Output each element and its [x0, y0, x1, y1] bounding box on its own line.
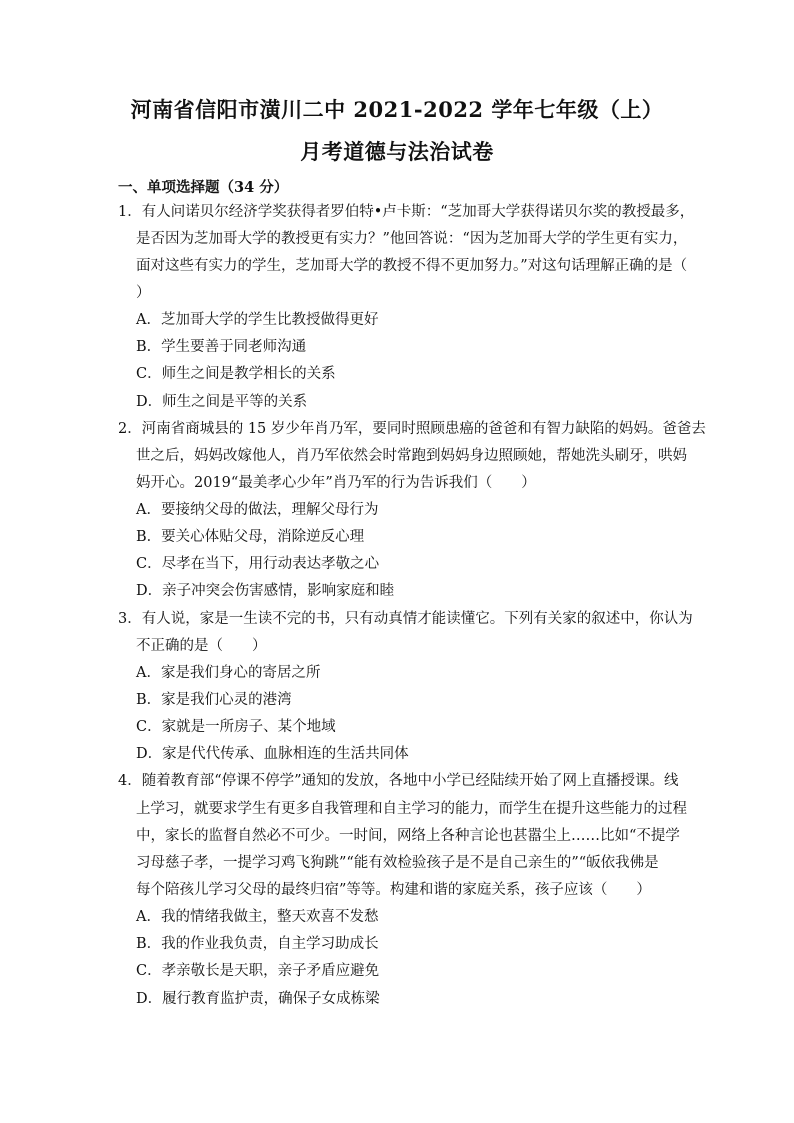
- question-4-line-5: 每个陪孩儿学习父母的最终归宿”等等。构建和谐的家庭关系，孩子应该（ ）: [136, 882, 651, 898]
- question-3-line-1: 3．有人说，家是一生读不完的书，只有动真情才能读懂它。下列有关家的叙述中，你认为: [118, 611, 693, 627]
- question-2-option-c: C．尽孝在当下，用行动表达孝敬之心: [136, 556, 380, 572]
- question-2-option-d: D．亲子冲突会伤害感情，影响家庭和睦: [136, 583, 395, 599]
- question-3-option-d: D．家是代代传承、血脉相连的生活共同体: [136, 746, 409, 762]
- exam-title-line2: 月考道德与法治试卷: [300, 139, 494, 164]
- question-4-line-2: 上学习，就要求学生有更多自我管理和自主学习的能力，而学生在提升这些能力的过程: [136, 801, 687, 817]
- section-heading: 一、单项选择题（34 分）: [118, 179, 289, 196]
- question-3-option-a: A．家是我们身心的寄居之所: [136, 665, 321, 681]
- question-4-option-b: B．我的作业我负责，自主学习助成长: [136, 936, 379, 952]
- question-4-line-4: 习母慈子孝，一提学习鸡飞狗跳”“能有效检验孩子是不是自己亲生的”“皈依我佛是: [136, 855, 659, 871]
- question-1-option-a: A．芝加哥大学的学生比教授做得更好: [136, 312, 379, 328]
- question-2-option-a: A．要接纳父母的做法，理解父母行为: [136, 502, 379, 518]
- question-2-line-2: 世之后，妈妈改嫁他人，肖乃军依然会时常跑到妈妈身边照顾她，帮她洗头刷牙，哄妈: [136, 448, 687, 464]
- question-4-option-c: C．孝亲敬长是天职，亲子矛盾应避免: [136, 963, 380, 979]
- question-2-line-1: 2．河南省商城县的 15 岁少年肖乃军，要同时照顾患癌的爸爸和有智力缺陷的妈妈。爸爸去: [118, 421, 706, 437]
- question-1-line-2: 是否因为芝加哥大学的教授更有实力？”他回答说：“因为芝加哥大学的学生更有实力，: [136, 231, 688, 247]
- exam-title-line1: 河南省信阳市潢川二中 2021-2022 学年七年级（上）: [130, 97, 664, 122]
- question-1-option-d: D．师生之间是平等的关系: [136, 394, 308, 410]
- question-2-line-3: 妈开心。2019“最美孝心少年”肖乃军的行为告诉我们（ ）: [136, 475, 536, 491]
- question-4-option-a: A．我的情绪我做主，整天欢喜不发愁: [136, 909, 379, 925]
- question-3-option-b: B．家是我们心灵的港湾: [136, 692, 292, 708]
- question-3-option-c: C．家就是一所房子、某个地域: [136, 719, 336, 735]
- question-1-option-c: C．师生之间是教学相长的关系: [136, 366, 336, 382]
- question-1-line-4: ）: [136, 285, 151, 301]
- question-3-line-2: 不正确的是（ ）: [136, 638, 267, 654]
- question-4-option-d: D．履行教育监护责，确保子女成栋梁: [136, 991, 380, 1007]
- question-1-line-1: 1．有人问诺贝尔经济学奖获得者罗伯特•卢卡斯：“芝加哥大学获得诺贝尔奖的教授最多，: [118, 204, 695, 220]
- question-4-line-1: 4．随着教育部“停课不停学”通知的发放，各地中小学已经陆续开始了网上直播授课。线: [118, 773, 679, 789]
- question-1-option-b: B．学生要善于同老师沟通: [136, 339, 307, 355]
- question-4-line-3: 中，家长的监督自然必不可少。一时间，网络上各种言论也甚嚣尘上……比如“不提学: [136, 828, 680, 844]
- question-2-option-b: B．要关心体贴父母，消除逆反心理: [136, 529, 365, 545]
- question-1-line-3: 面对这些有实力的学生，芝加哥大学的教授不得不更加努力。”对这句话理解正确的是（: [136, 258, 688, 274]
